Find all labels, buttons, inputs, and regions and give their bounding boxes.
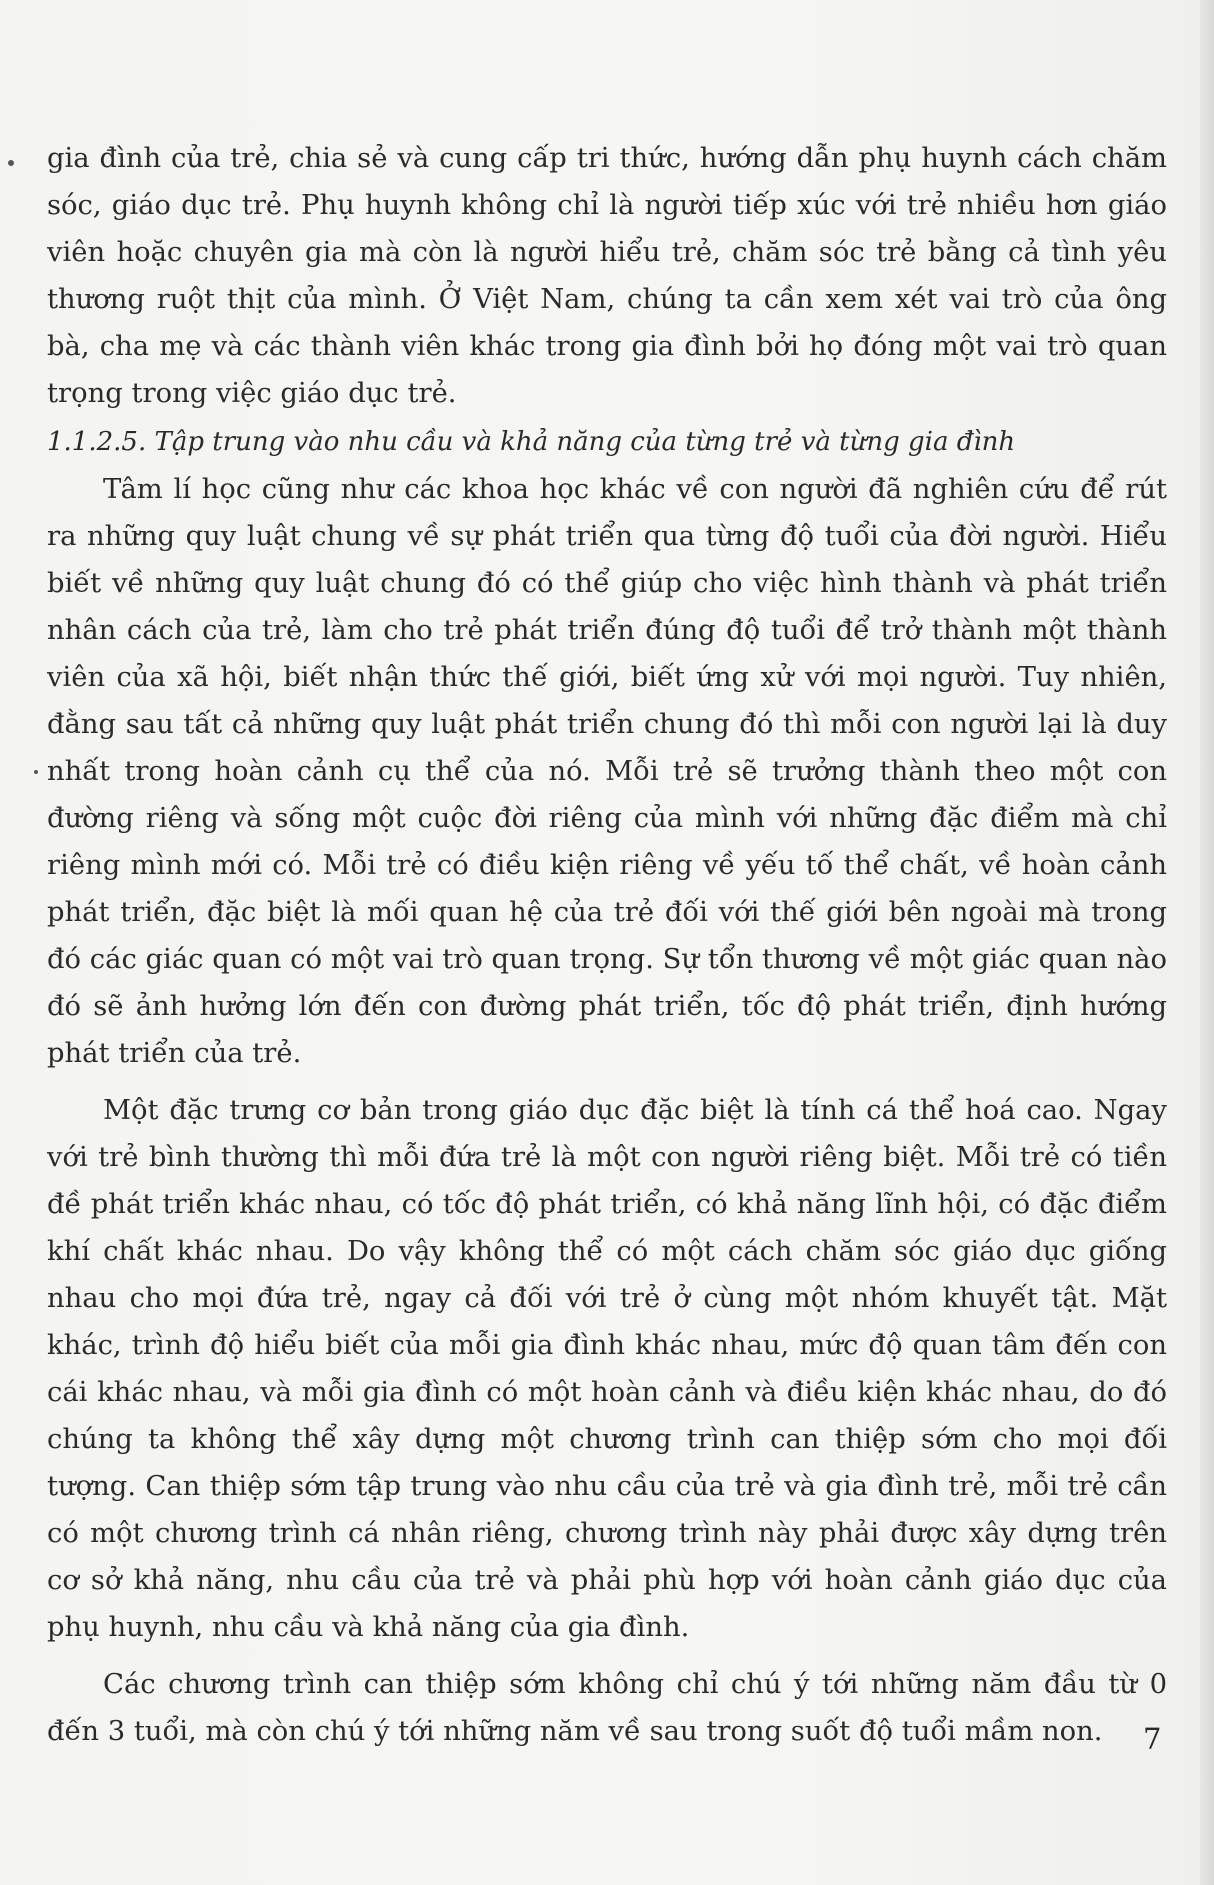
section-heading: 1.1.2.5. Tập trung vào nhu cầu và khả năng của từng trẻ và từng gia đình	[47, 427, 1016, 457]
paragraph: Tâm lí học cũng như các khoa học khác về con người đã nghiên cứu để rút ra những quy luật chung về sự phát triển qua từng độ tuổi của đời người. Hiểu biết về những quy luật chung đó có thể giúp cho việc hình thành và phát triển nhân cách của trẻ, làm cho trẻ phát triển đúng độ tuổi để trở thành một thành viên của xã hội, biết nhận thức thế giới, biết ứng xử với mọi người. Tuy nhiên, đằng sau tất cả những quy luật phát triển chung đó thì mỗi con người lại là duy nhất trong hoàn cảnh cụ thể của nó. Mỗi trẻ sẽ trưởng thành theo một con đường riêng và sống một cuộc đời riêng của mình với những đặc điểm mà chỉ riêng mình mới có. Mỗi trẻ có điều kiện riêng về yếu tố thể chất, về hoàn cảnh phát triển, đặc biệt là mối quan hệ của trẻ đối với thế giới bên ngoài mà trong đó các giác quan có một vai trò quan trọng. Sự tổn thương về một giác quan nào đó sẽ ảnh hưởng lớn đến con đường phát triển, tốc độ phát triển, định hướng phát triển của trẻ.	[47, 474, 1167, 1069]
body-text	[47, 135, 1167, 1755]
margin-mark	[34, 770, 38, 774]
page-edge	[1200, 0, 1214, 1885]
page-number: 7	[1143, 1722, 1162, 1756]
paragraph: Các chương trình can thiệp sớm không chỉ chú ý tới những năm đầu từ 0 đến 3 tuổi, mà còn chú ý tới những năm về sau trong suốt độ tuổi mầm non.	[47, 1669, 1167, 1747]
margin-mark	[8, 160, 14, 166]
paragraph-continued: gia đình của trẻ, chia sẻ và cung cấp tri thức, hướng dẫn phụ huynh cách chăm sóc, giáo dục trẻ. Phụ huynh không chỉ là người tiếp xúc với trẻ nhiều hơn giáo viên hoặc chuyên gia mà còn là người hiểu trẻ, chăm sóc trẻ bằng cả tình yêu thương ruột thịt của mình. Ở Việt Nam, chúng ta cần xem xét vai trò của ông bà, cha mẹ và các thành viên khác trong gia đình bởi họ đóng một vai trò quan trọng trong việc giáo dục trẻ.	[47, 143, 1167, 409]
paragraph: Một đặc trưng cơ bản trong giáo dục đặc biệt là tính cá thể hoá cao. Ngay với trẻ bình thường thì mỗi đứa trẻ là một con người riêng biệt. Mỗi trẻ có tiền đề phát triển khác nhau, có tốc độ phát triển, có khả năng lĩnh hội, có đặc điểm khí chất khác nhau. Do vậy không thể có một cách chăm sóc giáo dục giống nhau cho mọi đứa trẻ, ngay cả đối với trẻ ở cùng một nhóm khuyết tật. Mặt khác, trình độ hiểu biết của mỗi gia đình khác nhau, mức độ quan tâm đến con cái khác nhau, và mỗi gia đình có một hoàn cảnh và điều kiện khác nhau, do đó chúng ta không thể xây dựng một chương trình can thiệp sớm cho mọi đối tượng. Can thiệp sớm tập trung vào nhu cầu của trẻ và gia đình trẻ, mỗi trẻ cần có một chương trình cá nhân riêng, chương trình này phải được xây dựng trên cơ sở khả năng, nhu cầu của trẻ và phải phù hợp với hoàn cảnh giáo dục của phụ huynh, nhu cầu và khả năng của gia đình.	[47, 1095, 1167, 1643]
